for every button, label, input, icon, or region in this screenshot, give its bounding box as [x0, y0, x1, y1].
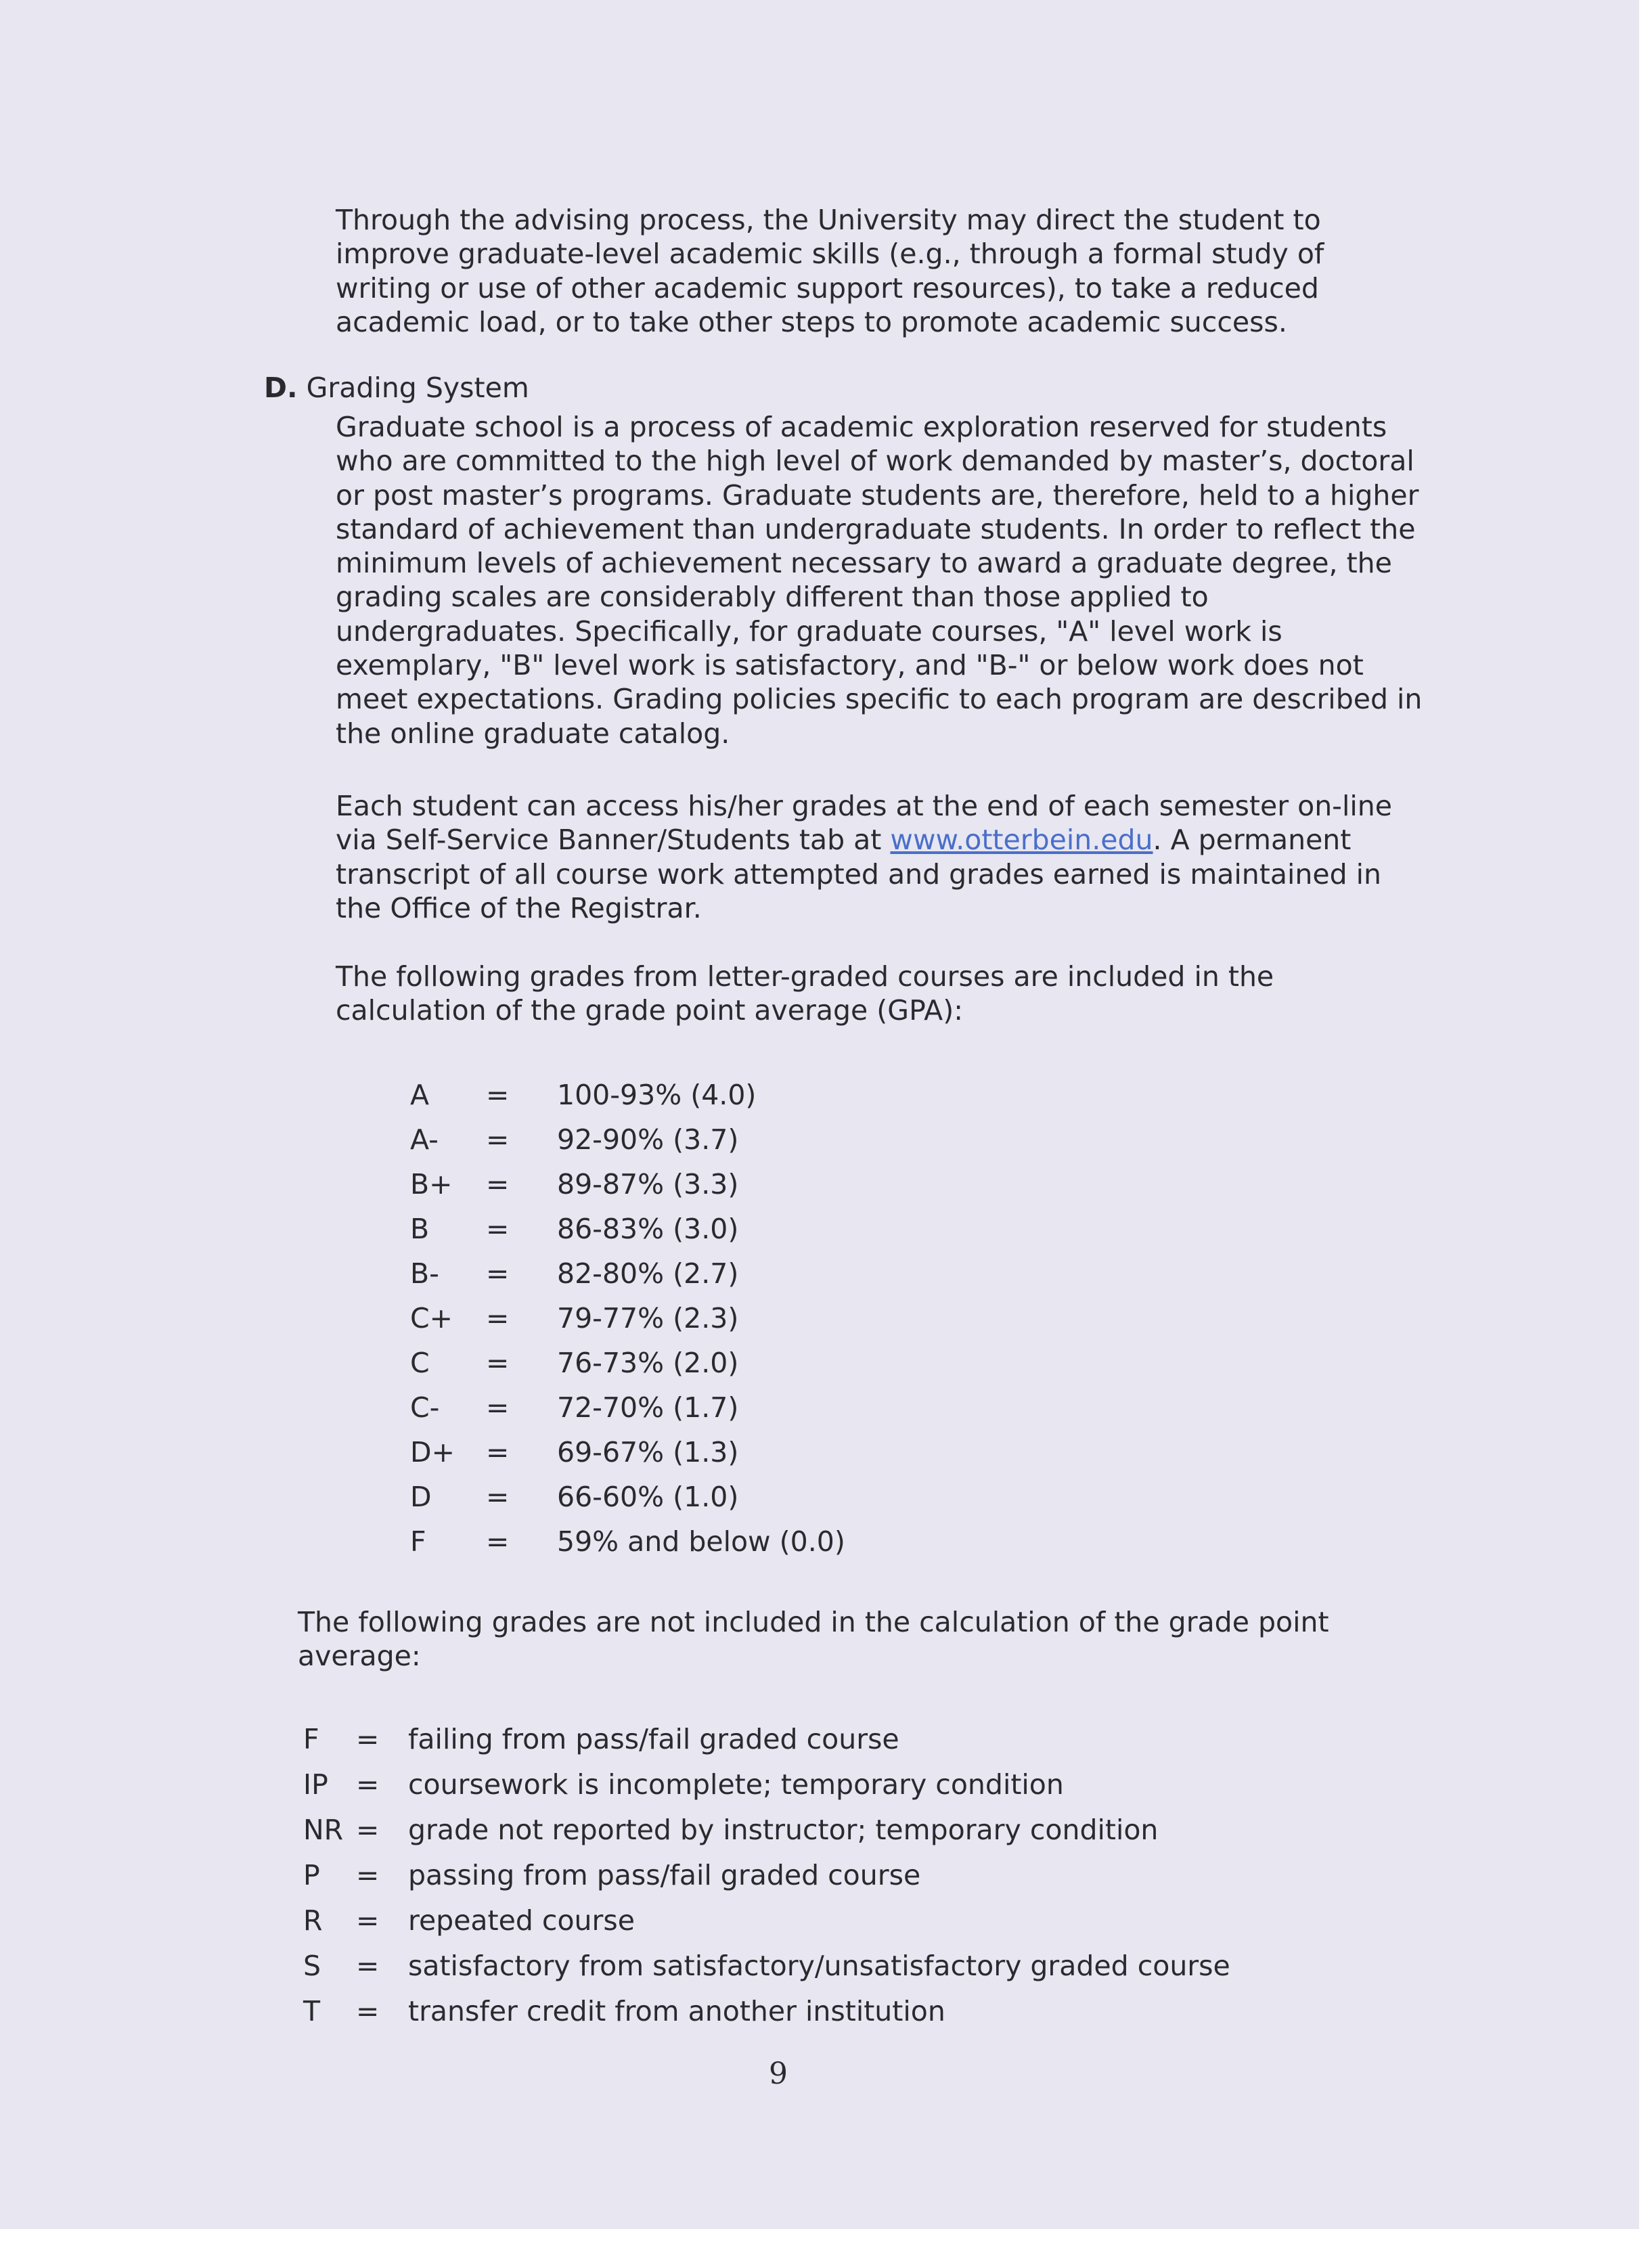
gpa-grade-row — [410, 1475, 1019, 1519]
grade-letter: F — [410, 1525, 426, 1558]
grade-letter: D — [410, 1481, 432, 1513]
equals-sign: = — [486, 1347, 510, 1379]
grade-letter: A- — [410, 1123, 439, 1156]
section-title: Grading System — [306, 372, 529, 404]
grade-letter: T — [303, 1995, 321, 2027]
grade-letter: S — [303, 1950, 321, 1982]
equals-sign: = — [486, 1481, 510, 1513]
grade-description: 89-87% (3.3) — [557, 1168, 739, 1200]
gpa-grade-row — [410, 1341, 1019, 1385]
gpa-intro-paragraph: The following grades from letter-graded courses are included in the calculation of the grade point average (GPA): — [336, 960, 1274, 1027]
grade-description: 79-77% (2.3) — [557, 1302, 739, 1334]
grade-letter: C — [410, 1347, 430, 1379]
non-gpa-grade-row — [303, 1853, 1521, 1898]
non-gpa-grade-row — [303, 1762, 1521, 1807]
equals-sign: = — [486, 1391, 510, 1424]
grade-letter: C- — [410, 1391, 440, 1424]
grade-description: 86-83% (3.0) — [557, 1213, 739, 1245]
equals-sign: = — [486, 1079, 510, 1111]
access-text-after-link: . A permanent transcript of all course work attempted and grades earned is maintained in the Office of the Registrar. — [336, 824, 1382, 924]
grade-description: 69-67% (1.3) — [557, 1436, 739, 1468]
grade-description: transfer credit from another institution — [408, 1995, 945, 2027]
grade-description: coursework is incomplete; temporary condition — [408, 1768, 1064, 1801]
equals-sign: = — [486, 1302, 510, 1334]
grade-description: satisfactory from satisfactory/unsatisfactory graded course — [408, 1950, 1230, 1982]
gpa-grade-row — [410, 1519, 1019, 1564]
advising-paragraph: Through the advising process, the University may direct the student to improve graduate-level academic skills (e.g., through a formal study of writing or use of other academic support resources), to take a reduced academic load, or to take other steps to promote academic success. — [336, 204, 1324, 338]
grade-description: 72-70% (1.7) — [557, 1391, 739, 1424]
page-number: 9 — [769, 2057, 788, 2091]
grade-description: 59% and below (0.0) — [557, 1525, 845, 1558]
grade-description: 100-93% (4.0) — [557, 1079, 757, 1111]
equals-sign: = — [356, 1814, 380, 1846]
gpa-grade-row — [410, 1073, 1019, 1117]
gpa-grade-row — [410, 1162, 1019, 1207]
equals-sign: = — [486, 1213, 510, 1245]
grade-letter: NR — [303, 1814, 344, 1846]
non-gpa-grade-list — [303, 1717, 1521, 2035]
equals-sign: = — [356, 1995, 380, 2027]
otterbein-website-link[interactable]: www.otterbein.edu — [890, 824, 1153, 857]
grade-description: 82-80% (2.7) — [557, 1257, 739, 1290]
gpa-grade-row — [410, 1117, 1019, 1162]
grade-description: grade not reported by instructor; temporary condition — [408, 1814, 1159, 1846]
grade-description: 76-73% (2.0) — [557, 1347, 739, 1379]
grade-access-paragraph — [336, 789, 1540, 925]
equals-sign: = — [486, 1123, 510, 1156]
grade-letter: R — [303, 1904, 323, 1937]
equals-sign: = — [356, 1859, 380, 1891]
gpa-grade-row — [410, 1251, 1019, 1296]
equals-sign: = — [356, 1904, 380, 1937]
gpa-grade-row — [410, 1430, 1019, 1475]
grade-letter: C+ — [410, 1302, 453, 1334]
non-gpa-grade-row — [303, 1898, 1521, 1943]
non-gpa-grade-row — [303, 1944, 1521, 1988]
equals-sign: = — [356, 1950, 380, 1982]
section-heading — [264, 371, 529, 405]
grade-letter: B- — [410, 1257, 439, 1290]
equals-sign: = — [486, 1525, 510, 1558]
grade-description: passing from pass/fail graded course — [408, 1859, 921, 1891]
grade-letter: B — [410, 1213, 430, 1245]
access-text-before-link: Each student can access his/her grades at the end of each semester on-line via Self-Service Banner/Students tab at — [336, 790, 1392, 857]
grade-description: failing from pass/fail graded course — [408, 1723, 899, 1755]
grade-letter: A — [410, 1079, 430, 1111]
grade-description: 66-60% (1.0) — [557, 1481, 739, 1513]
grade-letter: P — [303, 1859, 320, 1891]
grade-description: repeated course — [408, 1904, 635, 1937]
non-gpa-intro-paragraph: The following grades are not included in the calculation of the grade point average: — [298, 1606, 1329, 1673]
gpa-grade-row — [410, 1296, 1019, 1341]
grade-letter: IP — [303, 1768, 328, 1801]
non-gpa-grade-row — [303, 1989, 1521, 2034]
gpa-grade-row — [410, 1207, 1019, 1251]
equals-sign: = — [486, 1436, 510, 1468]
equals-sign: = — [486, 1168, 510, 1200]
grade-description: 92-90% (3.7) — [557, 1123, 739, 1156]
equals-sign: = — [356, 1768, 380, 1801]
grade-letter: B+ — [410, 1168, 453, 1200]
equals-sign: = — [356, 1723, 380, 1755]
gpa-grade-row — [410, 1385, 1019, 1430]
section-letter: D. — [264, 372, 298, 404]
gpa-grade-scale-list — [410, 1073, 1019, 1564]
grade-letter: D+ — [410, 1436, 455, 1468]
equals-sign: = — [486, 1257, 510, 1290]
grading-system-paragraph: Graduate school is a process of academic exploration reserved for students who are committed to the high level of work demanded by master’s, doctoral or post master’s programs. Graduate students are, therefore, held to a higher standard of achievement than undergraduate students. In order to reflect the minimum levels of achievement necessary to award a graduate degree, the grading scales are considerably different than those applied to undergraduates. Specifically, for graduate courses, "A" level work is exemplary, "B" level work is satisfactory, and "B-" or below work does not meet expectations. Grading policies specific to each program are described in the online graduate catalog. — [336, 411, 1423, 750]
non-gpa-grade-row — [303, 1717, 1521, 1761]
grade-letter: F — [303, 1723, 319, 1755]
non-gpa-grade-row — [303, 1808, 1521, 1852]
